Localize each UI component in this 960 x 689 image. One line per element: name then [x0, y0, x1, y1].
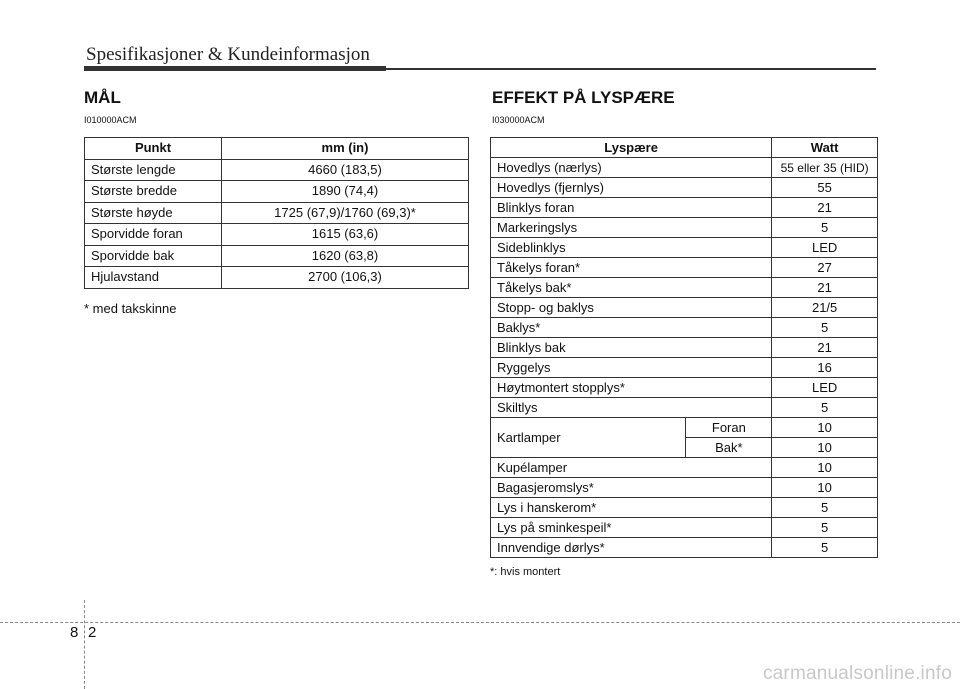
table-row	[491, 398, 878, 418]
row-value: 4660 (183,5)	[222, 159, 469, 181]
row-label: Hovedlys (nærlys)	[491, 158, 772, 178]
table-row	[491, 478, 878, 498]
row-value: 27	[772, 258, 878, 278]
footer-rule	[0, 622, 960, 623]
row-value: 5	[772, 398, 878, 418]
dimensions-footnote: * med takskinne	[84, 301, 177, 316]
row-label: Hjulavstand	[85, 267, 222, 289]
table-row	[85, 245, 469, 267]
table-row	[491, 238, 878, 258]
table-row	[491, 538, 878, 558]
row-label: Lys i hanskerom*	[491, 498, 772, 518]
column-header: mm (in)	[222, 138, 469, 160]
page-number: 2	[88, 624, 97, 641]
row-value: 55	[772, 178, 878, 198]
table-header-row	[85, 138, 469, 160]
row-label: Bagasjeromslys*	[491, 478, 772, 498]
row-value: 1890 (74,4)	[222, 181, 469, 203]
table-row	[491, 498, 878, 518]
row-value: 21	[772, 278, 878, 298]
table-row	[491, 358, 878, 378]
row-label: Stopp- og baklys	[491, 298, 772, 318]
row-value: 16	[772, 358, 878, 378]
row-label: Høytmontert stopplys*	[491, 378, 772, 398]
table-row	[491, 318, 878, 338]
bulbs-code: I030000ACM	[492, 115, 545, 125]
table-row	[491, 458, 878, 478]
header-rule	[386, 68, 876, 70]
row-value: 21	[772, 338, 878, 358]
table-header-row	[491, 138, 878, 158]
page-number-chapter: 8	[70, 624, 79, 641]
row-value: 5	[772, 498, 878, 518]
row-label: Sideblinklys	[491, 238, 772, 258]
row-value: 2700 (106,3)	[222, 267, 469, 289]
dimensions-code: I010000ACM	[84, 115, 137, 125]
header-bar	[84, 66, 386, 71]
row-label: Innvendige dørlys*	[491, 538, 772, 558]
row-label: Ryggelys	[491, 358, 772, 378]
row-label: Sporvidde foran	[85, 224, 222, 246]
table-row	[85, 181, 469, 203]
row-value: LED	[772, 378, 878, 398]
row-value: 5	[772, 538, 878, 558]
row-label: Baklys*	[491, 318, 772, 338]
column-header: Lyspære	[491, 138, 772, 158]
table-row	[491, 158, 878, 178]
row-value: 21/5	[772, 298, 878, 318]
table-row	[491, 198, 878, 218]
row-label: Markeringslys	[491, 218, 772, 238]
row-value: 21	[772, 198, 878, 218]
row-value: 1620 (63,8)	[222, 245, 469, 267]
sub-label: Foran	[686, 418, 772, 438]
row-label: Hovedlys (fjernlys)	[491, 178, 772, 198]
row-value: 10	[772, 418, 878, 438]
row-label: Kartlamper	[491, 418, 686, 458]
table-row	[491, 258, 878, 278]
table-row	[491, 378, 878, 398]
row-value: 5	[772, 318, 878, 338]
row-value: LED	[772, 238, 878, 258]
sub-label: Bak*	[686, 438, 772, 458]
row-label: Lys på sminkespeil*	[491, 518, 772, 538]
row-value: 5	[772, 518, 878, 538]
row-value: 55 eller 35 (HID)	[772, 158, 878, 178]
bulbs-footnote: *: hvis montert	[490, 566, 561, 578]
row-label: Tåkelys foran*	[491, 258, 772, 278]
footer-vertical-rule	[84, 600, 85, 689]
table-row	[85, 267, 469, 289]
row-value: 10	[772, 478, 878, 498]
watermark: carmanualsonline.info	[762, 663, 952, 684]
row-value: 1725 (67,9)/1760 (69,3)*	[222, 202, 469, 224]
row-value: 10	[772, 458, 878, 478]
table-row	[491, 418, 878, 438]
row-label: Største høyde	[85, 202, 222, 224]
row-value: 1615 (63,6)	[222, 224, 469, 246]
row-value: 10	[772, 438, 878, 458]
table-row	[491, 278, 878, 298]
bulbs-table	[490, 137, 878, 558]
table-row	[491, 338, 878, 358]
table-row	[85, 224, 469, 246]
column-header: Watt	[772, 138, 878, 158]
row-label: Tåkelys bak*	[491, 278, 772, 298]
row-label: Største bredde	[85, 181, 222, 203]
row-label: Kupélamper	[491, 458, 772, 478]
row-label: Skiltlys	[491, 398, 772, 418]
table-row	[491, 218, 878, 238]
table-row	[491, 298, 878, 318]
section-header-title: Spesifikasjoner & Kundeinformasjon	[86, 44, 370, 65]
table-row	[491, 178, 878, 198]
row-value: 5	[772, 218, 878, 238]
table-row	[491, 518, 878, 538]
row-label: Største lengde	[85, 159, 222, 181]
table-row	[85, 159, 469, 181]
column-header: Punkt	[85, 138, 222, 160]
dimensions-title: MÅL	[84, 88, 121, 107]
row-label: Blinklys bak	[491, 338, 772, 358]
dimensions-table	[84, 137, 469, 289]
row-label: Blinklys foran	[491, 198, 772, 218]
table-row	[85, 202, 469, 224]
row-label: Sporvidde bak	[85, 245, 222, 267]
bulbs-title: EFFEKT PÅ LYSPÆRE	[492, 88, 675, 107]
